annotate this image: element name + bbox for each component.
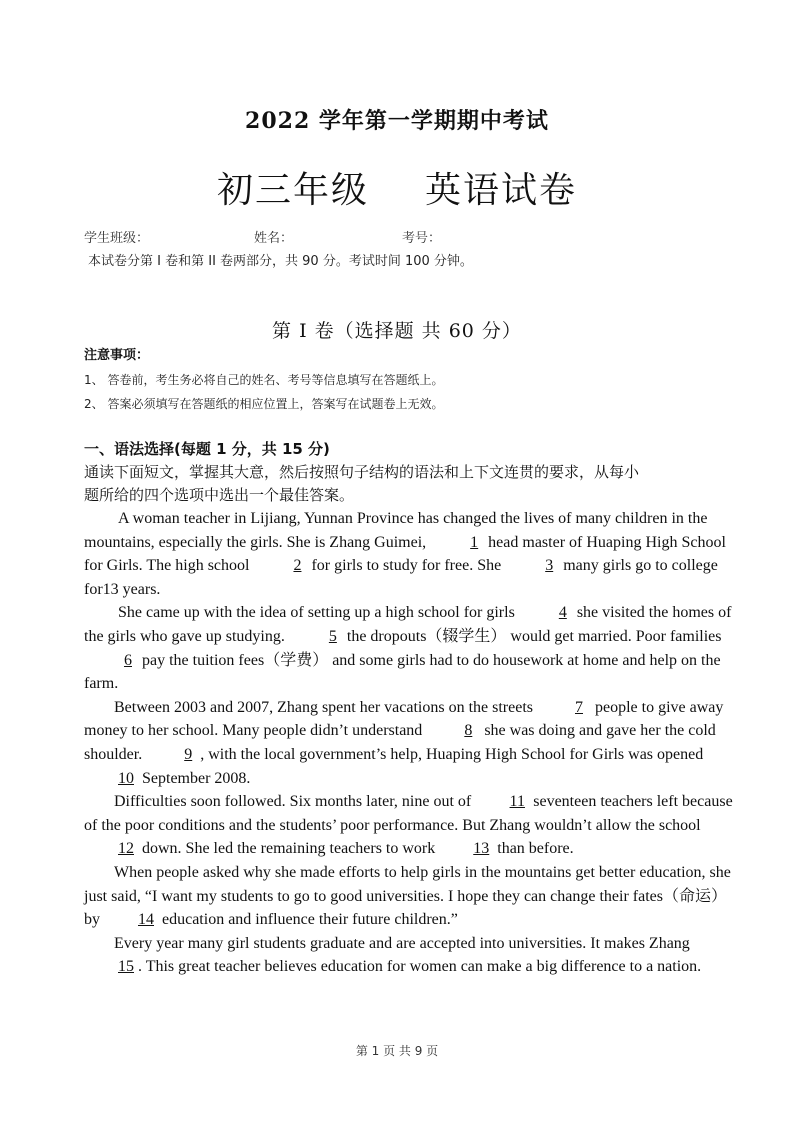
blank-7: 7 xyxy=(575,698,583,716)
grade-label: 初三年级 xyxy=(216,170,369,211)
notice-heading: 注意事项： xyxy=(84,348,150,363)
blank-5: 5 xyxy=(328,627,337,645)
reading-passage xyxy=(84,507,736,979)
subject-label: 英语试卷 xyxy=(425,170,578,211)
blank-11: 11 xyxy=(509,793,525,811)
paragraph-6: Every year many girl students graduate and are accepted into universities. It makes Zhang 15 . This great teacher believes education for women can make a big difference to a nation. xyxy=(84,932,736,979)
blank-3: 3 xyxy=(545,557,554,575)
exam-note: 本试卷分第 I 卷和第 II 卷两部分，共 90 分。考试时间 100 分钟。 xyxy=(88,254,473,269)
exam-number-label: 考号： xyxy=(402,231,442,246)
section-title: 第 I 卷（选择题 共 60 分） xyxy=(272,320,522,342)
exam-subtitle xyxy=(0,162,794,213)
paragraph-2: She came up with the idea of setting up a high school for girls 4 she visited the homes of the girls who gave up studying. 5 the dropouts（辍学生） would get married. Poor families 6 pay the tuition fees（学费） and some girls had to do housework at home and help on the farm. xyxy=(84,601,736,695)
blank-6: 6 xyxy=(124,651,132,669)
paragraph-5: When people asked why she made efforts to help girls in the mountains get better education, she just said, “I want my students to go to good universities. I hope they can change their fates（命运）by 14 education and influence their future children.” xyxy=(84,861,736,932)
student-info-row xyxy=(84,227,724,247)
notice-item-2: 2、 答案必须填写在答题纸的相应位置上，答案写在试题卷上无效。 xyxy=(84,397,444,411)
blank-13: 13 xyxy=(473,840,490,858)
blank-9: 9 xyxy=(184,745,193,763)
paragraph-4: Difficulties soon followed. Six months later, nine out of 11 seventeen teachers left because of the poor conditions and the students’ poor performance. But Zhang wouldn’t allow the school 12 down. She led the remaining teachers to work 13 than before. xyxy=(84,790,736,861)
part-heading: 一、语法选择(每题 1 分，共 15 分) xyxy=(84,440,330,458)
instruction-line-1: 通读下面短文，掌握其大意，然后按照句子结构的语法和上下文连贯的要求，从每小 xyxy=(84,463,640,481)
page-number: 第 1 页 共 9 页 xyxy=(355,1044,439,1058)
blank-12: 12 xyxy=(118,840,134,858)
notice-item-1: 1、 答卷前，考生务必将自己的姓名、考号等信息填写在答题纸上。 xyxy=(84,373,444,387)
blank-8: 8 xyxy=(464,722,473,740)
blank-1: 1 xyxy=(470,533,479,551)
class-label: 学生班级： xyxy=(84,231,150,246)
instruction-line-2: 题所给的四个选项中选出一个最佳答案。 xyxy=(84,486,355,504)
blank-14: 14 xyxy=(138,911,154,929)
paragraph-3: Between 2003 and 2007, Zhang spent her vacations on the streets 7 people to give away money to her school. Many people didn’t understand 8 she was doing and gave her the cold shoulder. 9 , with the local government’s help, Huaping High School for Girls was opened 10 September 2008. xyxy=(84,696,736,790)
blank-10: 10 xyxy=(118,769,134,787)
blank-15: 15 xyxy=(118,958,134,976)
name-label: 姓名： xyxy=(254,231,294,246)
exam-title: 2022 学年第一学期期中考试 xyxy=(245,108,549,134)
paragraph-1: A woman teacher in Lijiang, Yunnan Province has changed the lives of many children in the mountains, especially the girls. She is Zhang Guimei, 1 head master of Huaping High School for Girls. The high school 2 for girls to study for free. She 3 many girls go to college for13 years. xyxy=(84,510,726,598)
blank-4: 4 xyxy=(558,604,567,622)
blank-2: 2 xyxy=(293,557,302,575)
